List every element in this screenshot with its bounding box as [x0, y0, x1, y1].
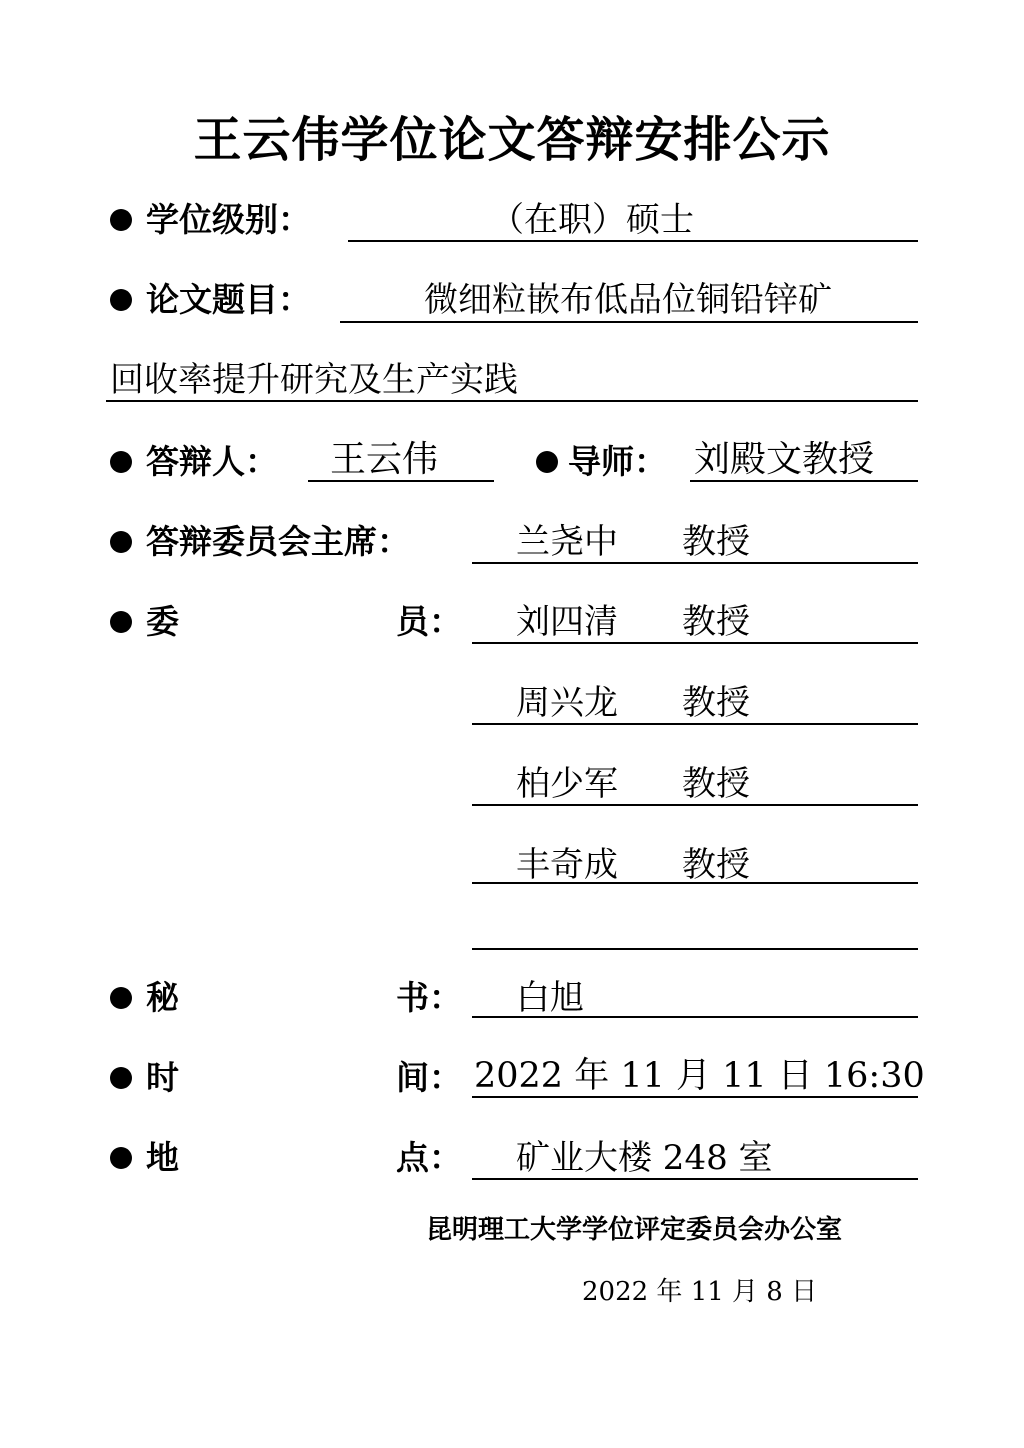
thesis-underline-1 — [340, 321, 918, 323]
location-underline — [472, 1178, 918, 1180]
member-name: 丰奇成 — [516, 845, 618, 885]
advisor-underline — [690, 480, 918, 482]
bullet-icon — [536, 451, 558, 473]
bullet-icon — [110, 451, 132, 473]
thesis-label: 论文题目： — [146, 280, 311, 319]
member-underline-blank — [472, 948, 918, 950]
advisor-name: 刘殿文教授 — [694, 439, 875, 480]
degree-label: 学位级别： — [146, 200, 311, 239]
members-label-right: 员： — [396, 602, 462, 641]
member-underline — [472, 882, 918, 884]
location-value: 矿业大楼 248 室 — [516, 1138, 773, 1178]
degree-underline — [348, 240, 918, 242]
chair-name: 兰尧中 — [516, 522, 618, 562]
bullet-icon — [110, 611, 132, 633]
member-name: 周兴龙 — [516, 683, 618, 723]
location-label-right: 点： — [396, 1138, 462, 1177]
secretary-name: 白旭 — [516, 978, 584, 1018]
advisor-label: 导师： — [568, 442, 667, 481]
member-name: 刘四清 — [516, 602, 618, 642]
chair-label: 答辩委员会主席： — [146, 522, 410, 561]
time-label-left: 时 — [146, 1058, 179, 1097]
time-label-right: 间： — [396, 1058, 462, 1097]
member-title: 教授 — [682, 683, 750, 723]
bullet-icon — [110, 209, 132, 231]
thesis-underline-2 — [106, 400, 918, 402]
member-underline — [472, 804, 918, 806]
issuing-office: 昆明理工大学学位评定委员会办公室 — [426, 1215, 843, 1245]
member-underline — [472, 723, 918, 725]
member-title: 教授 — [682, 602, 750, 642]
member-title: 教授 — [682, 764, 750, 804]
defender-label: 答辩人： — [146, 442, 278, 481]
bullet-icon — [110, 531, 132, 553]
thesis-title-line-1: 微细粒嵌布低品位铜铅锌矿 — [424, 280, 832, 320]
bullet-icon — [110, 1067, 132, 1089]
defender-underline — [308, 480, 494, 482]
time-underline — [472, 1096, 918, 1098]
secretary-label-right: 书： — [396, 978, 462, 1017]
member-underline — [472, 642, 918, 644]
member-name: 柏少军 — [516, 764, 618, 804]
degree-value: （在职）硕士 — [490, 200, 694, 240]
location-label-left: 地 — [146, 1138, 179, 1177]
secretary-label-left: 秘 — [146, 978, 179, 1017]
chair-title: 教授 — [682, 522, 750, 562]
defender-name: 王云伟 — [330, 439, 439, 480]
chair-underline — [472, 562, 918, 564]
bullet-icon — [110, 987, 132, 1009]
members-label-left: 委 — [146, 602, 179, 641]
bullet-icon — [110, 289, 132, 311]
secretary-underline — [472, 1016, 918, 1018]
page-title: 王云伟学位论文答辩安排公示 — [193, 112, 831, 168]
member-title: 教授 — [682, 845, 750, 885]
issue-date: 2022 年 11 月 8 日 — [582, 1277, 818, 1307]
bullet-icon — [110, 1147, 132, 1169]
thesis-title-line-2: 回收率提升研究及生产实践 — [110, 360, 518, 400]
time-value: 2022 年 11 月 11 日 16:30 — [474, 1056, 925, 1096]
